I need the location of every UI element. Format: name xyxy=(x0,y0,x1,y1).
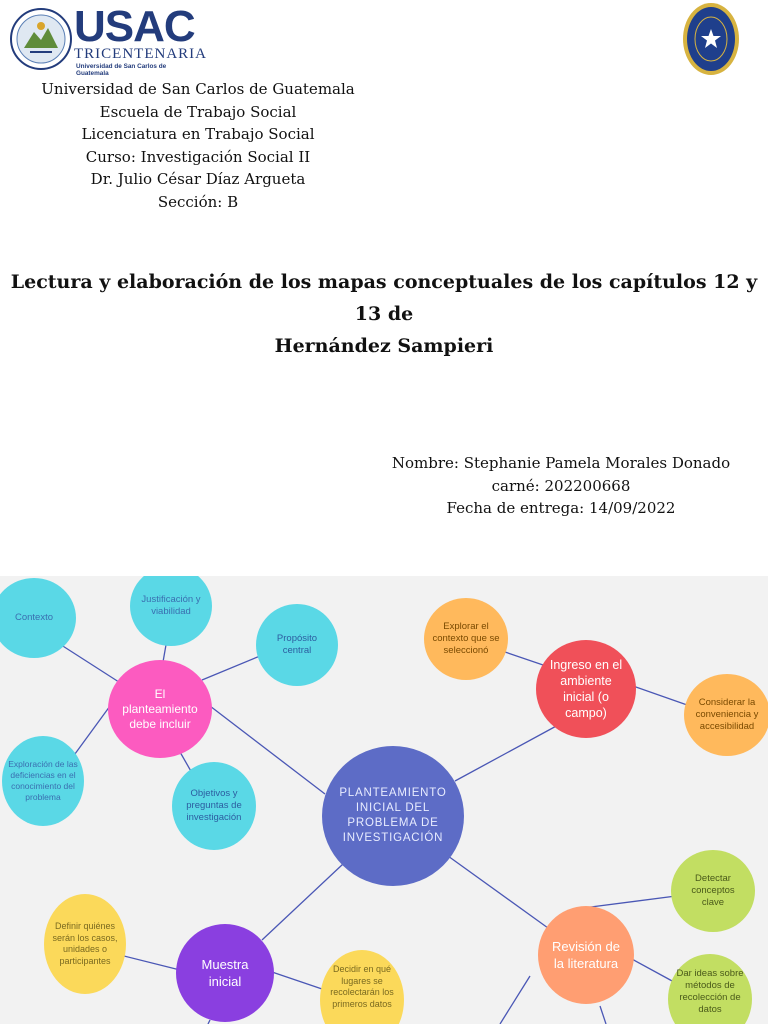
connector xyxy=(500,976,530,1024)
header-professor: Dr. Julio César Díaz Argueta xyxy=(90,170,306,189)
connector xyxy=(448,856,548,928)
connector xyxy=(124,956,180,970)
usac-logo xyxy=(10,2,207,77)
connector xyxy=(633,686,690,706)
usac-wordmark: USAC xyxy=(74,2,195,51)
title-line-2: Hernández Sampieri xyxy=(274,335,494,357)
author-carne: carné: 202200668 xyxy=(491,476,631,495)
title-line-1: Lectura y elaboración de los mapas conceptuales de los capítulos 12 y 13 de xyxy=(10,271,758,325)
node-considerar: Considerar la conveniencia y accesibilidad xyxy=(684,674,768,756)
node-planteamiento: El planteamiento debe incluir xyxy=(108,660,212,758)
node-explorar: Explorar el contexto que se seleccionó xyxy=(424,598,508,680)
usac-subword: TRICENTENARIA xyxy=(74,46,207,62)
connector xyxy=(262,864,343,940)
node-detectar: Detectar conceptos clave xyxy=(671,850,755,932)
connector xyxy=(272,972,325,990)
connector xyxy=(72,706,110,758)
node-proposito: Propósito central xyxy=(256,604,338,686)
node-exploracion: Exploración de las deficiencias en el conocimiento del problema xyxy=(2,736,84,826)
author-block xyxy=(366,452,756,520)
connector xyxy=(600,1006,606,1024)
node-ingreso: Ingreso en el ambiente inicial (o campo) xyxy=(536,640,636,738)
trabajo-social-seal xyxy=(682,2,740,76)
connector xyxy=(202,656,260,680)
node-dar-ideas: Dar ideas sobre métodos de recolección de datos xyxy=(668,954,752,1024)
header-course: Curso: Investigación Social II xyxy=(85,147,311,166)
connector xyxy=(455,724,560,781)
usac-tagline: Universidad de San Carlos de Guatemala xyxy=(76,63,167,77)
node-objetivos: Objetivos y preguntas de investigación xyxy=(172,762,256,850)
connector xyxy=(505,652,546,666)
node-decidir: Decidir en qué lugares se recolectarán los primeros datos xyxy=(320,950,404,1024)
node-revision: Revisión de la literatura xyxy=(538,906,634,1004)
header-degree: Licenciatura en Trabajo Social xyxy=(81,125,315,144)
header-university: Universidad de San Carlos de Guatemala xyxy=(41,80,355,98)
connector xyxy=(55,641,122,684)
usac-seal-icon xyxy=(10,8,72,70)
connector xyxy=(208,1020,210,1024)
author-date: Fecha de entrega: 14/09/2022 xyxy=(446,499,676,518)
connector xyxy=(583,896,676,908)
node-muestra: Muestra inicial xyxy=(176,924,274,1022)
header-section: Sección: B xyxy=(157,192,239,211)
document-title xyxy=(0,266,768,362)
concept-map xyxy=(0,576,768,1024)
node-justificacion: Justificación y viabilidad xyxy=(130,576,212,646)
trabajo-social-seal-icon xyxy=(682,2,740,76)
node-contexto: Contexto xyxy=(0,578,76,658)
header-school: Escuela de Trabajo Social xyxy=(99,102,297,121)
author-name: Nombre: Stephanie Pamela Morales Donado xyxy=(391,454,731,472)
connector xyxy=(630,958,674,982)
node-center: PLANTEAMIENTO INICIAL DEL PROBLEMA DE INVESTIGACIÓN xyxy=(322,746,464,886)
institution-header xyxy=(20,78,376,214)
node-definir: Definir quiénes serán los casos, unidades o participantes xyxy=(44,894,126,994)
